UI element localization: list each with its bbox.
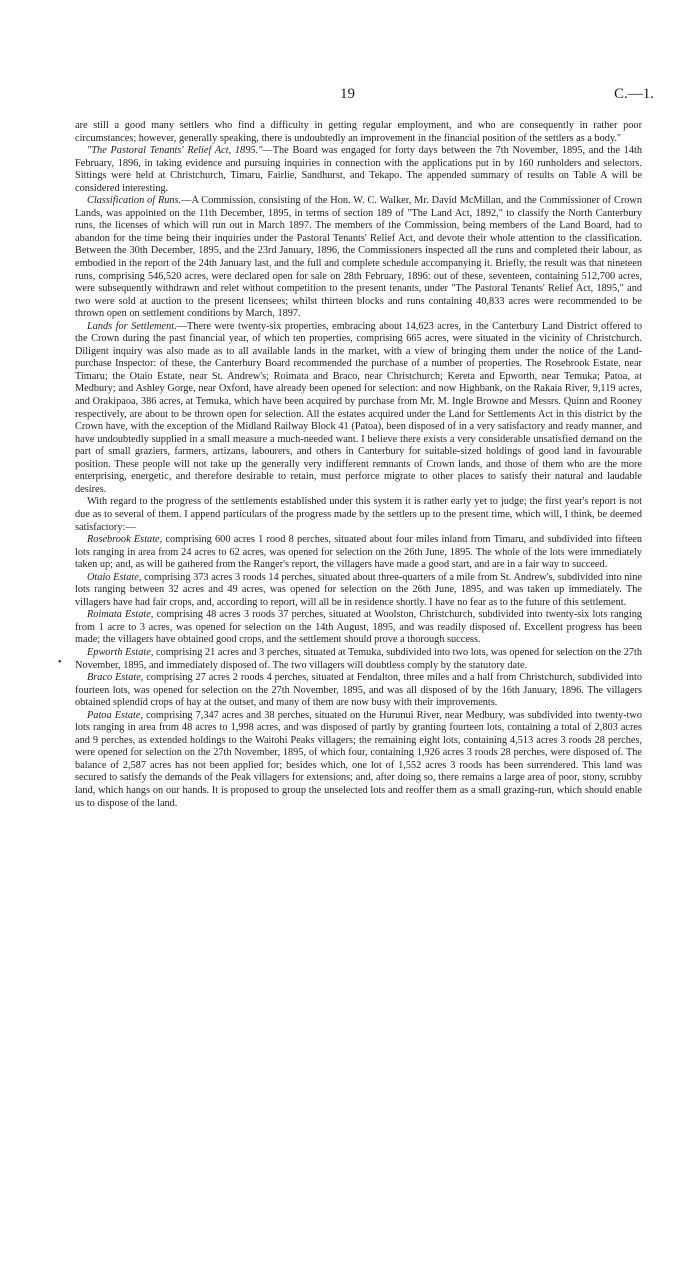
margin-mark: • (58, 657, 62, 668)
paragraph-lead: Roimata Estate, (87, 609, 154, 621)
paragraph-text: —There were twenty-six properties, embracing about 14,623 acres, in the Canterbury Land District offered to the Crown during the past financial year, of which ten properties, comprising 665 acres, were situated in the vicinity of Christchurch. Diligent inquiry was also made as to all available lands in the market, with a view of bringing them under the notice of the Land-purchase Inspector: of these, the Canterbury Board recommended the purchase of a number of properties. The Rosebrook Estate, near Timaru; the Otaio Estate, near St. Andrew's; Roimata and Braco, near Christchurch; Kereta and Epworth, near Temuka; Patoa, at Medbury; and Ashley Gorge, near Oxford, have already been opened for selection: and now Highbank, on the Rakaia River, 9,119 acres, and Orakipaoa, 386 acres, at Temuka, which have been acquired by purchase from Mr. M. Ingle Browne and Messrs. Quinn and Rooney respectively, are about to be thrown open for selection. All the estates acquired under the Land for Settlements Act in this district by the Crown have, with the exception of the Midland Railway Block 41 (Patoa), been disposed of in a very satisfactory and ready manner, and have undoubtedly supplied in a small measure a much-needed want. I believe there exists a very considerable unsatisfied demand on the part of small graziers, farmers, artizans, labourers, and others in Canterbury for suitable-sized holdings of good land in favourable position. These people will not take up the generally very indifferent remnants of Crown lands, and those of them who are the more enterprising, energetic, and therefore desirable to retain, must perforce migrate to other places to satisfy their natural and laudable desires. (75, 320, 642, 495)
paragraph-lead: Braco Estate, (87, 672, 144, 684)
page-number: 19 (340, 86, 355, 102)
paragraph-text: comprising 373 acres 3 roods 14 perches, situated about three-quarters of a mile from St. Andrew's, subdivided into nine lots ranging between 32 acres and 49 acres, was opened for selection on the 26th June, 1895, and was taken up immediately. The villagers have had fair crops, and, according to report, will all be in residence shortly. I have no fear as to the future of this settlement. (75, 571, 642, 608)
paragraph-text: comprising 27 acres 2 roods 4 perches, situated at Fendalton, three miles and a half from Christchurch, subdivided into fourteen lots, was opened for selection on the 27th November, 1895, and was all disposed of by the 16th January, 1896. The villagers obtained splendid crops of hay at the outset, and many of them are now busy with their improvements. (75, 672, 642, 709)
paragraph-text: comprising 600 acres 1 rood 8 perches, situated about four miles inland from Timaru, and subdivided into fifteen lots ranging in area from 24 acres to 62 acres, was opened for selection on the 26th June, 1895. The whole of the lots were immediately taken up; and, as will be gathered from the Ranger's report, the villagers have made a good start, and are in a fair way to succeed. (75, 534, 642, 571)
paragraph-lead: Otaio Estate, (87, 571, 142, 583)
paragraph-epworth-estate (75, 647, 642, 672)
paragraph-text: comprising 21 acres and 3 perches, situated at Temuka, subdivided into two lots, was opened for selection on the 27th November, 1895, and immediately disposed of. The two villagers will doubtless comply by the statutory date. (75, 646, 643, 671)
paragraph-patoa-estate (75, 710, 642, 810)
paragraph-braco-estate (75, 672, 642, 710)
paragraph-pastoral-tenants-relief-act (75, 145, 642, 195)
paragraph-lead: Rosebrook Estate, (87, 534, 163, 546)
paragraph-text: —A Commission, consisting of the Hon. W. C. Walker, Mr. David McMillan, and the Commissioner of Crown Lands, was appointed on the 11th December, 1895, in terms of section 189 of "The Land Act, 1892," to classify the North Canterbury runs, the licenses of which will run out in March 1897. The members of the Commission, being members of the Land Board, had to abandon for the time being their inquiries under the Pastoral Tenants' Relief Act, and devote their whole attention to the classification. Between the 30th December, 1895, and the 23rd January, 1896, the Commissioners inspected all the runs and completed their labour, as embodied in the report of the 24th January last, and the full and complete schedule accompanying it. Briefly, the result was that nineteen runs, comprising 546,520 acres, were declared open for sale on 28th February, 1896: out of these, seventeen, containing 512,700 acres, were subsequently withdrawn and relet without competition to the present tenants, under "The Pastoral Tenants' Relief Act, 1895," and two were sold at auction to the present licensees; whilst thirteen blocks and runs containing 40,833 acres were recommended to be thrown open on settlement conditions by March, 1897. (75, 195, 642, 320)
paragraph-lands-for-settlement (75, 321, 642, 497)
paragraph-text: are still a good many settlers who find a difficulty in getting regular employment, and who are consequently in rather poor circumstances; however, generally speaking, there is undoubtedly an improvement in the financial position of the settlers as a body." (75, 120, 642, 144)
document-code: C.—1. (613, 86, 654, 102)
paragraph-settlers-continued (75, 120, 642, 145)
paragraph-text: With regard to the progress of the settlements established under this system it is rather early yet to judge; the first year's report is not due as to several of them. I append particulars of the progress made by the settlers up to the present time, which will, I think, be deemed satisfactory:— (75, 496, 642, 533)
paragraph-roimata-estate (75, 609, 642, 647)
paragraph-rosebrook-estate (75, 534, 642, 572)
paragraph-text: comprising 7,347 acres and 38 perches, situated on the Hurunui River, near Medbury, was subdivided into twenty-two lots ranging in area from 48 acres to 1,998 acres, and was disposed of partly by granting fourteen lots, containing a total of 2,803 acres and 9 perches, as extended holdings to the Waitohi Peaks villagers; the remaining eight lots, containing 4,513 acres 3 roods 28 perches, were opened for selection on the 27th November, 1895, of which four, containing 1,926 acres 3 roods 28 perches, were disposed of. The balance of 2,587 acres has not been applied for; besides which, one lot of 1,552 acres 3 roods has been surrendered. This land was secured to satisfy the demands of the Peak villagers for extensions; and, after doing so, there remains a large area of poor, stony, scrubby land, which hangs on our hands. It is proposed to group the unselected lots and reoffer them as a small grazing-run, which should enable us to dispose of the land. (75, 709, 642, 809)
paragraph-text: —The Board was engaged for forty days between the 7th November, 1895, and the 14th February, 1896, in taking evidence and pursuing inquiries in connection with the applications put in by 160 runholders and selectors. Sittings were held at Christchurch, Timaru, Fairlie, Sandhurst, and Tekapo. The appended summary of results on Table A will be considered interesting. (75, 145, 642, 194)
report-body (75, 120, 642, 810)
paragraph-lead: "The Pastoral Tenants' Relief Act, 1895." (87, 145, 263, 157)
paragraph-lead: Lands for Settlement. (87, 320, 177, 332)
paragraph-settlement-progress (75, 496, 642, 534)
paragraph-lead: Patoa Estate, (87, 709, 144, 721)
page-header (0, 86, 700, 106)
paragraph-lead: Classification of Runs. (87, 195, 182, 207)
paragraph-otaio-estate (75, 572, 642, 610)
paragraph-lead: Epworth Estate, (87, 646, 154, 658)
paragraph-classification-of-runs (75, 195, 642, 320)
paragraph-text: comprising 48 acres 3 roods 37 perches, situated at Woolston, Christchurch, subdivided into twenty-six lots ranging from 1 acre to 3 acres, was opened for selection on the 14th August, 1895, and was readily disposed of. Excellent progress has been made; the villagers have obtained good crops, and the settlement should prove a thorough success. (75, 609, 642, 646)
